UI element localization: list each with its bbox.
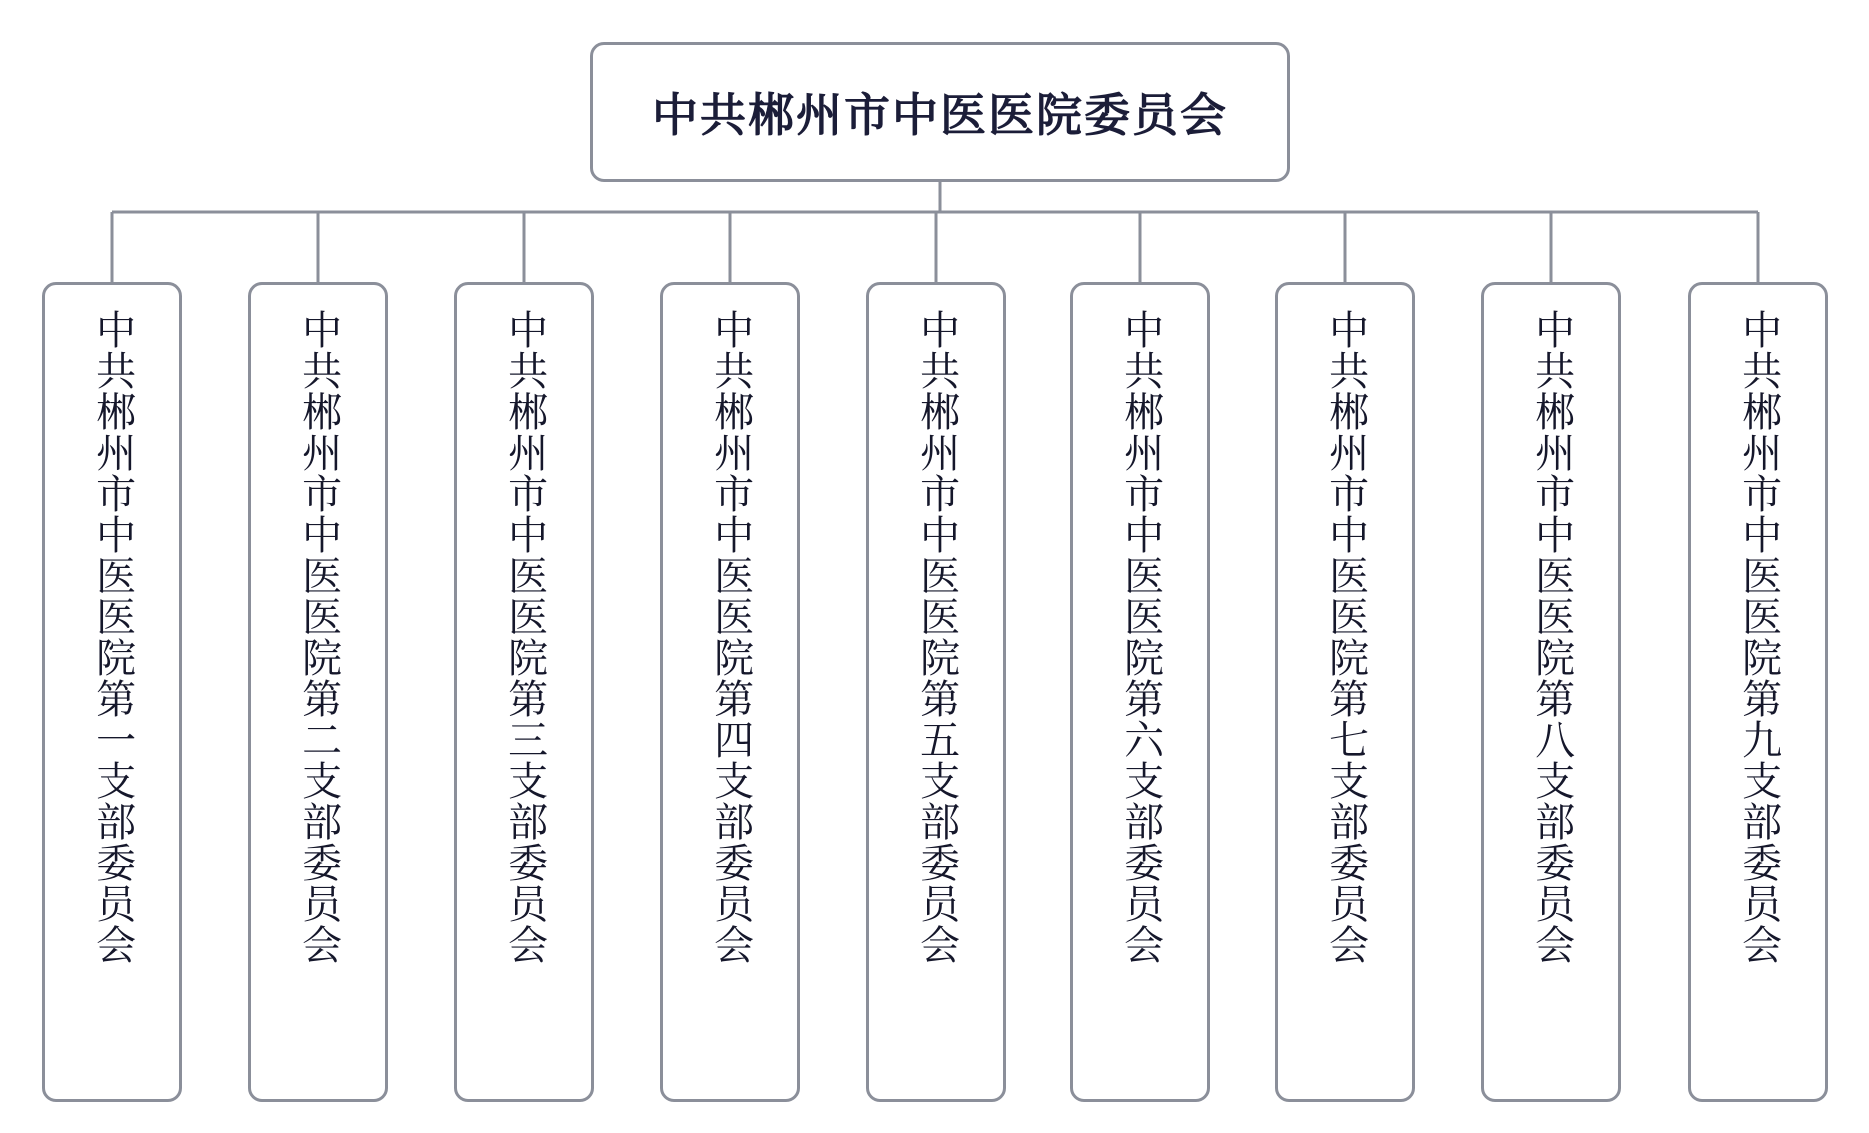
org-chart-child-node-6 [1070, 282, 1210, 1102]
org-chart-child-label-7: 中共郴州市中医医院第七支部委员会 [1322, 309, 1369, 965]
org-chart-child-node-5 [866, 282, 1006, 1102]
org-chart-child-label-3: 中共郴州市中医医院第三支部委员会 [501, 309, 548, 965]
org-chart-child-label-5: 中共郴州市中医医院第五支部委员会 [913, 309, 960, 965]
org-chart-child-node-7 [1275, 282, 1415, 1102]
org-chart-child-label-9: 中共郴州市中医医院第九支部委员会 [1735, 309, 1782, 965]
org-chart-child-label-4: 中共郴州市中医医院第四支部委员会 [707, 309, 754, 965]
org-chart-child-label-1: 中共郴州市中医医院第一支部委员会 [89, 309, 136, 965]
org-chart-child-label-8: 中共郴州市中医医院第八支部委员会 [1528, 309, 1575, 965]
org-chart-child-node-2 [248, 282, 388, 1102]
org-chart-child-node-9 [1688, 282, 1828, 1102]
org-chart-child-label-6: 中共郴州市中医医院第六支部委员会 [1117, 309, 1164, 965]
org-chart-child-node-8 [1481, 282, 1621, 1102]
org-chart-root-label: 中共郴州市中医医院委员会 [652, 88, 1228, 142]
org-chart-root-node [590, 42, 1290, 182]
org-chart-child-label-2: 中共郴州市中医医院第二支部委员会 [295, 309, 342, 965]
org-chart-child-node-4 [660, 282, 800, 1102]
org-chart-child-node-3 [454, 282, 594, 1102]
org-chart-child-node-1 [42, 282, 182, 1102]
org-chart-children-row [0, 282, 1869, 1102]
